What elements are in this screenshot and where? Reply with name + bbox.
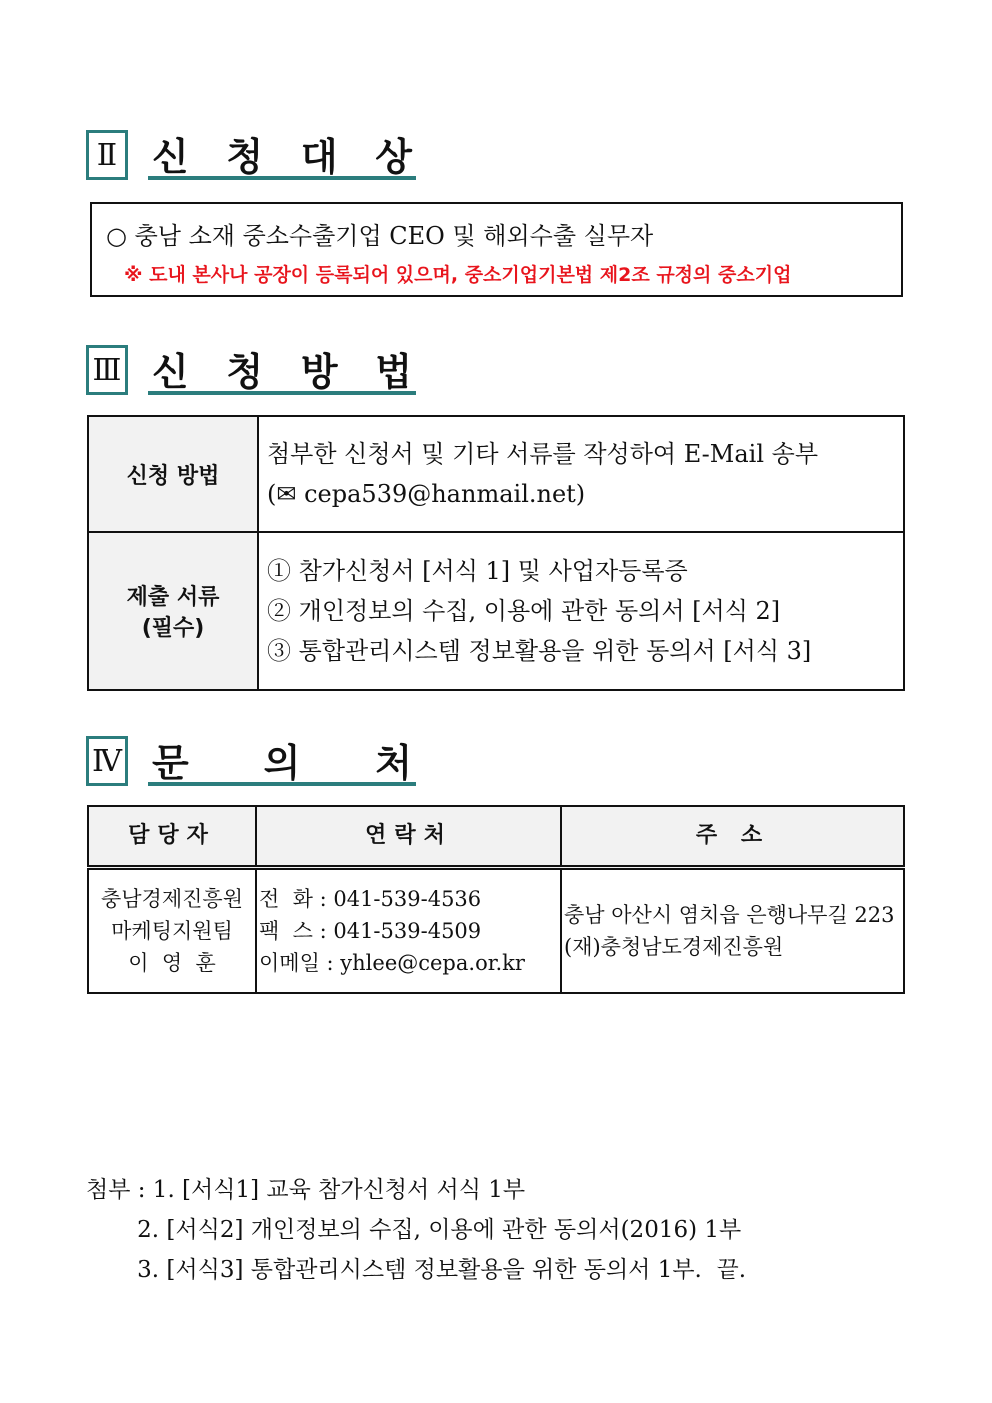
title-char: 의 bbox=[263, 740, 301, 785]
method-value bbox=[258, 416, 904, 532]
method-label: 신청 방법 bbox=[88, 416, 258, 532]
email: 이메일 : yhlee@cepa.or.kr bbox=[259, 951, 525, 975]
section-number: Ⅳ bbox=[86, 736, 128, 786]
list-item: ③ 통합관리시스템 정보활용을 위한 동의서 [서식 3] bbox=[267, 637, 812, 665]
method-table bbox=[87, 415, 905, 691]
section-number: Ⅲ bbox=[86, 345, 128, 395]
address-org: (재)충청남도경제진흥원 bbox=[564, 935, 784, 959]
table-row bbox=[88, 416, 904, 532]
documents-label-line: 제출 서류 bbox=[126, 585, 220, 610]
contact-person bbox=[88, 868, 256, 994]
title-char: 상 bbox=[375, 134, 412, 179]
documents-label bbox=[88, 532, 258, 690]
section-title bbox=[148, 345, 416, 395]
section-title bbox=[148, 130, 416, 180]
person-name: 이 영 훈 bbox=[128, 951, 216, 975]
list-item: ① 참가신청서 [서식 1] 및 사업자등록증 bbox=[267, 557, 688, 585]
title-char: 청 bbox=[226, 349, 264, 394]
title-char: 대 bbox=[300, 134, 338, 179]
title-char: 문 bbox=[152, 740, 189, 785]
attachment-item: 첨부 : 1. [서식1] 교육 참가신청서 서식 1부 bbox=[86, 1177, 526, 1203]
address-line: 충남 아산시 염치읍 은행나무길 223 bbox=[564, 903, 895, 927]
contact-table bbox=[87, 805, 905, 994]
eligibility-text: ○ 충남 소재 중소수출기업 CEO 및 해외수출 실무자 bbox=[106, 222, 654, 250]
eligibility-note: ※ 도내 본사나 공장이 등록되어 있으며, 중소기업기본법 제2조 규정의 중소기업 bbox=[124, 264, 792, 286]
column-header: 연락처 bbox=[256, 806, 561, 868]
title-char: 청 bbox=[226, 134, 264, 179]
documents-label-line: (필수) bbox=[141, 616, 205, 641]
phone: 전 화 : 041-539-4536 bbox=[259, 887, 482, 911]
table-row bbox=[88, 532, 904, 690]
method-email: (✉ cepa539@hanmail.net) bbox=[267, 480, 586, 508]
title-char: 신 bbox=[152, 134, 189, 179]
table-row bbox=[88, 868, 904, 994]
column-header: 주 소 bbox=[561, 806, 904, 868]
title-char: 방 bbox=[300, 349, 338, 394]
contact-details bbox=[256, 868, 561, 994]
column-header: 담당자 bbox=[88, 806, 256, 868]
list-item: ② 개인정보의 수집, 이용에 관한 동의서 [서식 2] bbox=[267, 597, 781, 625]
title-char: 신 bbox=[152, 349, 189, 394]
attachments bbox=[86, 1170, 746, 1290]
table-header-row bbox=[88, 806, 904, 868]
eligibility-box bbox=[90, 202, 903, 297]
fax: 팩 스 : 041-539-4509 bbox=[259, 919, 482, 943]
attachment-item: 2. [서식2] 개인정보의 수집, 이용에 관한 동의서(2016) 1부 bbox=[86, 1217, 742, 1243]
person-line: 마케팅지원팀 bbox=[111, 919, 233, 943]
section-title bbox=[148, 736, 416, 786]
documents-list bbox=[258, 532, 904, 690]
method-line: 첨부한 신청서 및 기타 서류를 작성하여 E-Mail 송부 bbox=[267, 440, 819, 468]
title-char: 법 bbox=[375, 349, 412, 394]
contact-address bbox=[561, 868, 904, 994]
attachment-item: 3. [서식3] 통합관리시스템 정보활용을 위한 동의서 1부. 끝. bbox=[86, 1257, 747, 1283]
person-line: 충남경제진흥원 bbox=[100, 887, 243, 911]
section-number: Ⅱ bbox=[86, 130, 128, 180]
title-char: 처 bbox=[375, 740, 412, 785]
